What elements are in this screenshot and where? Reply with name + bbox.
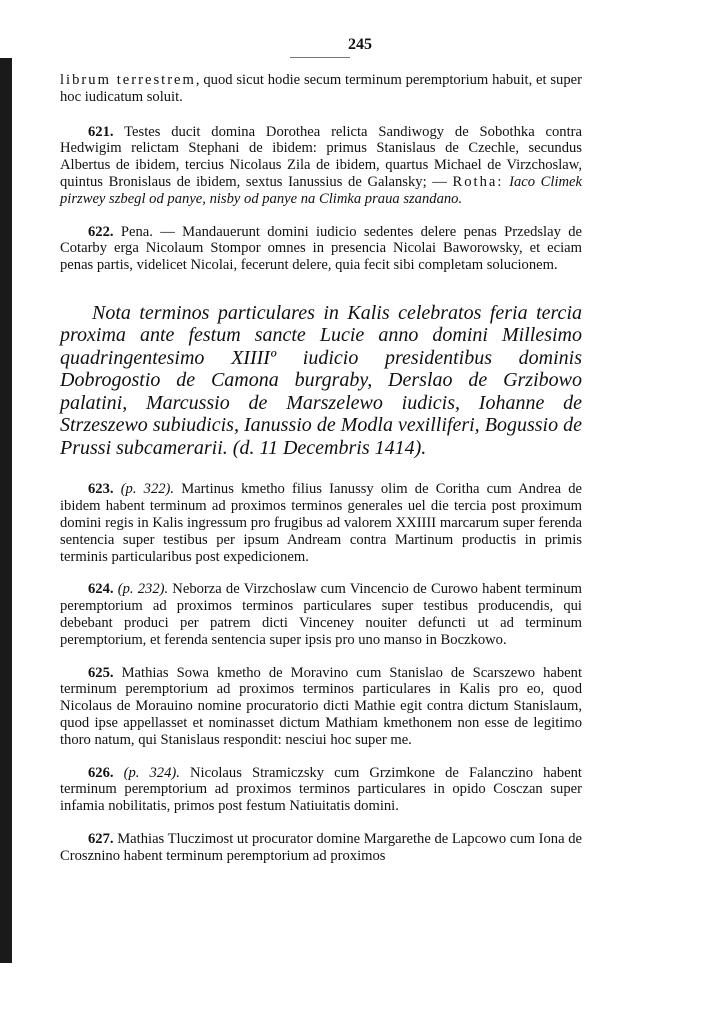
entry-number: 625. [88,664,114,681]
entry-italic-text: Iaco Climek pirzwey szbegl od panye, nisby od panye na Climka praua szandano. [60,173,582,207]
entry-627 [60,831,582,865]
entry-626 [60,765,582,815]
entry-spaced-text: Rotha: [452,173,504,190]
entry-text: Mathias Tluczimost ut procurator domine Margarethe de Lapcowo cum Iona de Crosznino habent terminum peremptorium ad proximos [60,831,582,864]
entry-text: , quod sicut hodie secum terminum peremptorium habuit, et super hoc iudicatum soluit. [60,72,582,105]
entry-continuation [60,72,582,106]
entry-page-ref: (p. 324). [113,764,180,781]
entry-number: 621. [88,123,114,140]
section-heading: Nota terminos particulares in Kalis celebratos feria tercia proxima ante festum sancte Lucie anno domini Millesimo quadringentesimo XIIIIº iudicio presidentibus dominis Dobrogostio de Camona burgraby, Derslao de Grzibowo palatini, Marcussio de Marszelewo iudicis, Iohanne de Strzeszewo subiudicis, Ianussio de Modla vexilliferi, Bogussio de Prussi subcamerarii. (d. 11 Decembris 1414). [60,301,582,459]
entry-text: Nicolaus Stramiczsky cum Grzimkone de Falanczino habent terminum peremptorium ad proximos terminos particulares in opido Cosczan super infamia nobilitatis, primos post festum Natiuitatis domini. [60,764,582,815]
entry-621 [60,124,582,208]
page-number: 245 [348,36,372,53]
entry-622 [60,224,582,274]
entry-page-ref: (p. 322). [113,481,175,498]
entry-spaced-text: librum terrestrem [60,72,196,88]
entry-text: Pena. — Mandauerunt domini iudicio sedentes delere penas Przedslay de Cotarby erga Nicolaum Stompor omnes in presencia Nicolai Baworowsky, et eciam penas partis, videlicet Nicolai, fecerunt delere, quia fecit sibi completam solucionem. [60,223,582,274]
entry-number: 627. [88,831,114,848]
entry-number: 622. [88,223,114,240]
scan-edge [0,58,12,963]
page-number-rule [290,57,350,58]
entry-625 [60,665,582,749]
entry-number: 626. [88,764,114,781]
entry-text: Martinus kmetho filius Ianussy olim de Coritha cum Andrea de ibidem habent terminum ad proximos terminos generales uel die tercia post proximum domini regis in Kalis ingressum pro frugibus ad valorem XXIIII marcarum super ferenda sentencia super testibus per ipsum Andream contra Martinum productis in primis terminis particularibus post expedicionem. [60,481,582,565]
entry-page-ref: (p. 232). [113,581,169,598]
entry-text: Mathias Sowa kmetho de Moravino cum Stanislao de Scarszewo habent terminum peremptorium ad proximos terminos particulares in Kalis pro eo, quod Nicolaus de Morauino nomine procuratorio dicti Mathie egit contra dictum Stanislaum, quod ipse appellasset et nominasset dictum Mathiam kmethonem non esse de legitimo thoro natum, qui Stanislaus respondit: nesciui hoc super me. [60,664,582,748]
entry-624 [60,581,582,648]
entry-text: Neborza de Virzchoslaw cum Vincencio de Curowo habent terminum peremptorium ad proximos terminos particulares super testibus producendis, qui debebant produci per patrem dicti Vinceney nouiter defuncti ut ad terminum peremptorium, et ferenda sentencia super ipsis pro uno manso in Boczkowo. [60,581,582,648]
entry-number: 623. [88,481,114,498]
entry-text: Testes ducit domina Dorothea relicta Sandiwogy de Sobothka contra Hedwigim relictam Stephani de ibidem: primus Stanislaus de Czechle, secundus Albertus de ibidem, tercius Nicolaus Zila de ibidem, quartus Michael de Virzchoslaw, quintus Bronislaus de ibidem, sextus Ianussius de Galansky; — [60,123,582,190]
page-body [60,72,582,881]
entry-623 [60,481,582,565]
entry-number: 624. [88,581,114,598]
